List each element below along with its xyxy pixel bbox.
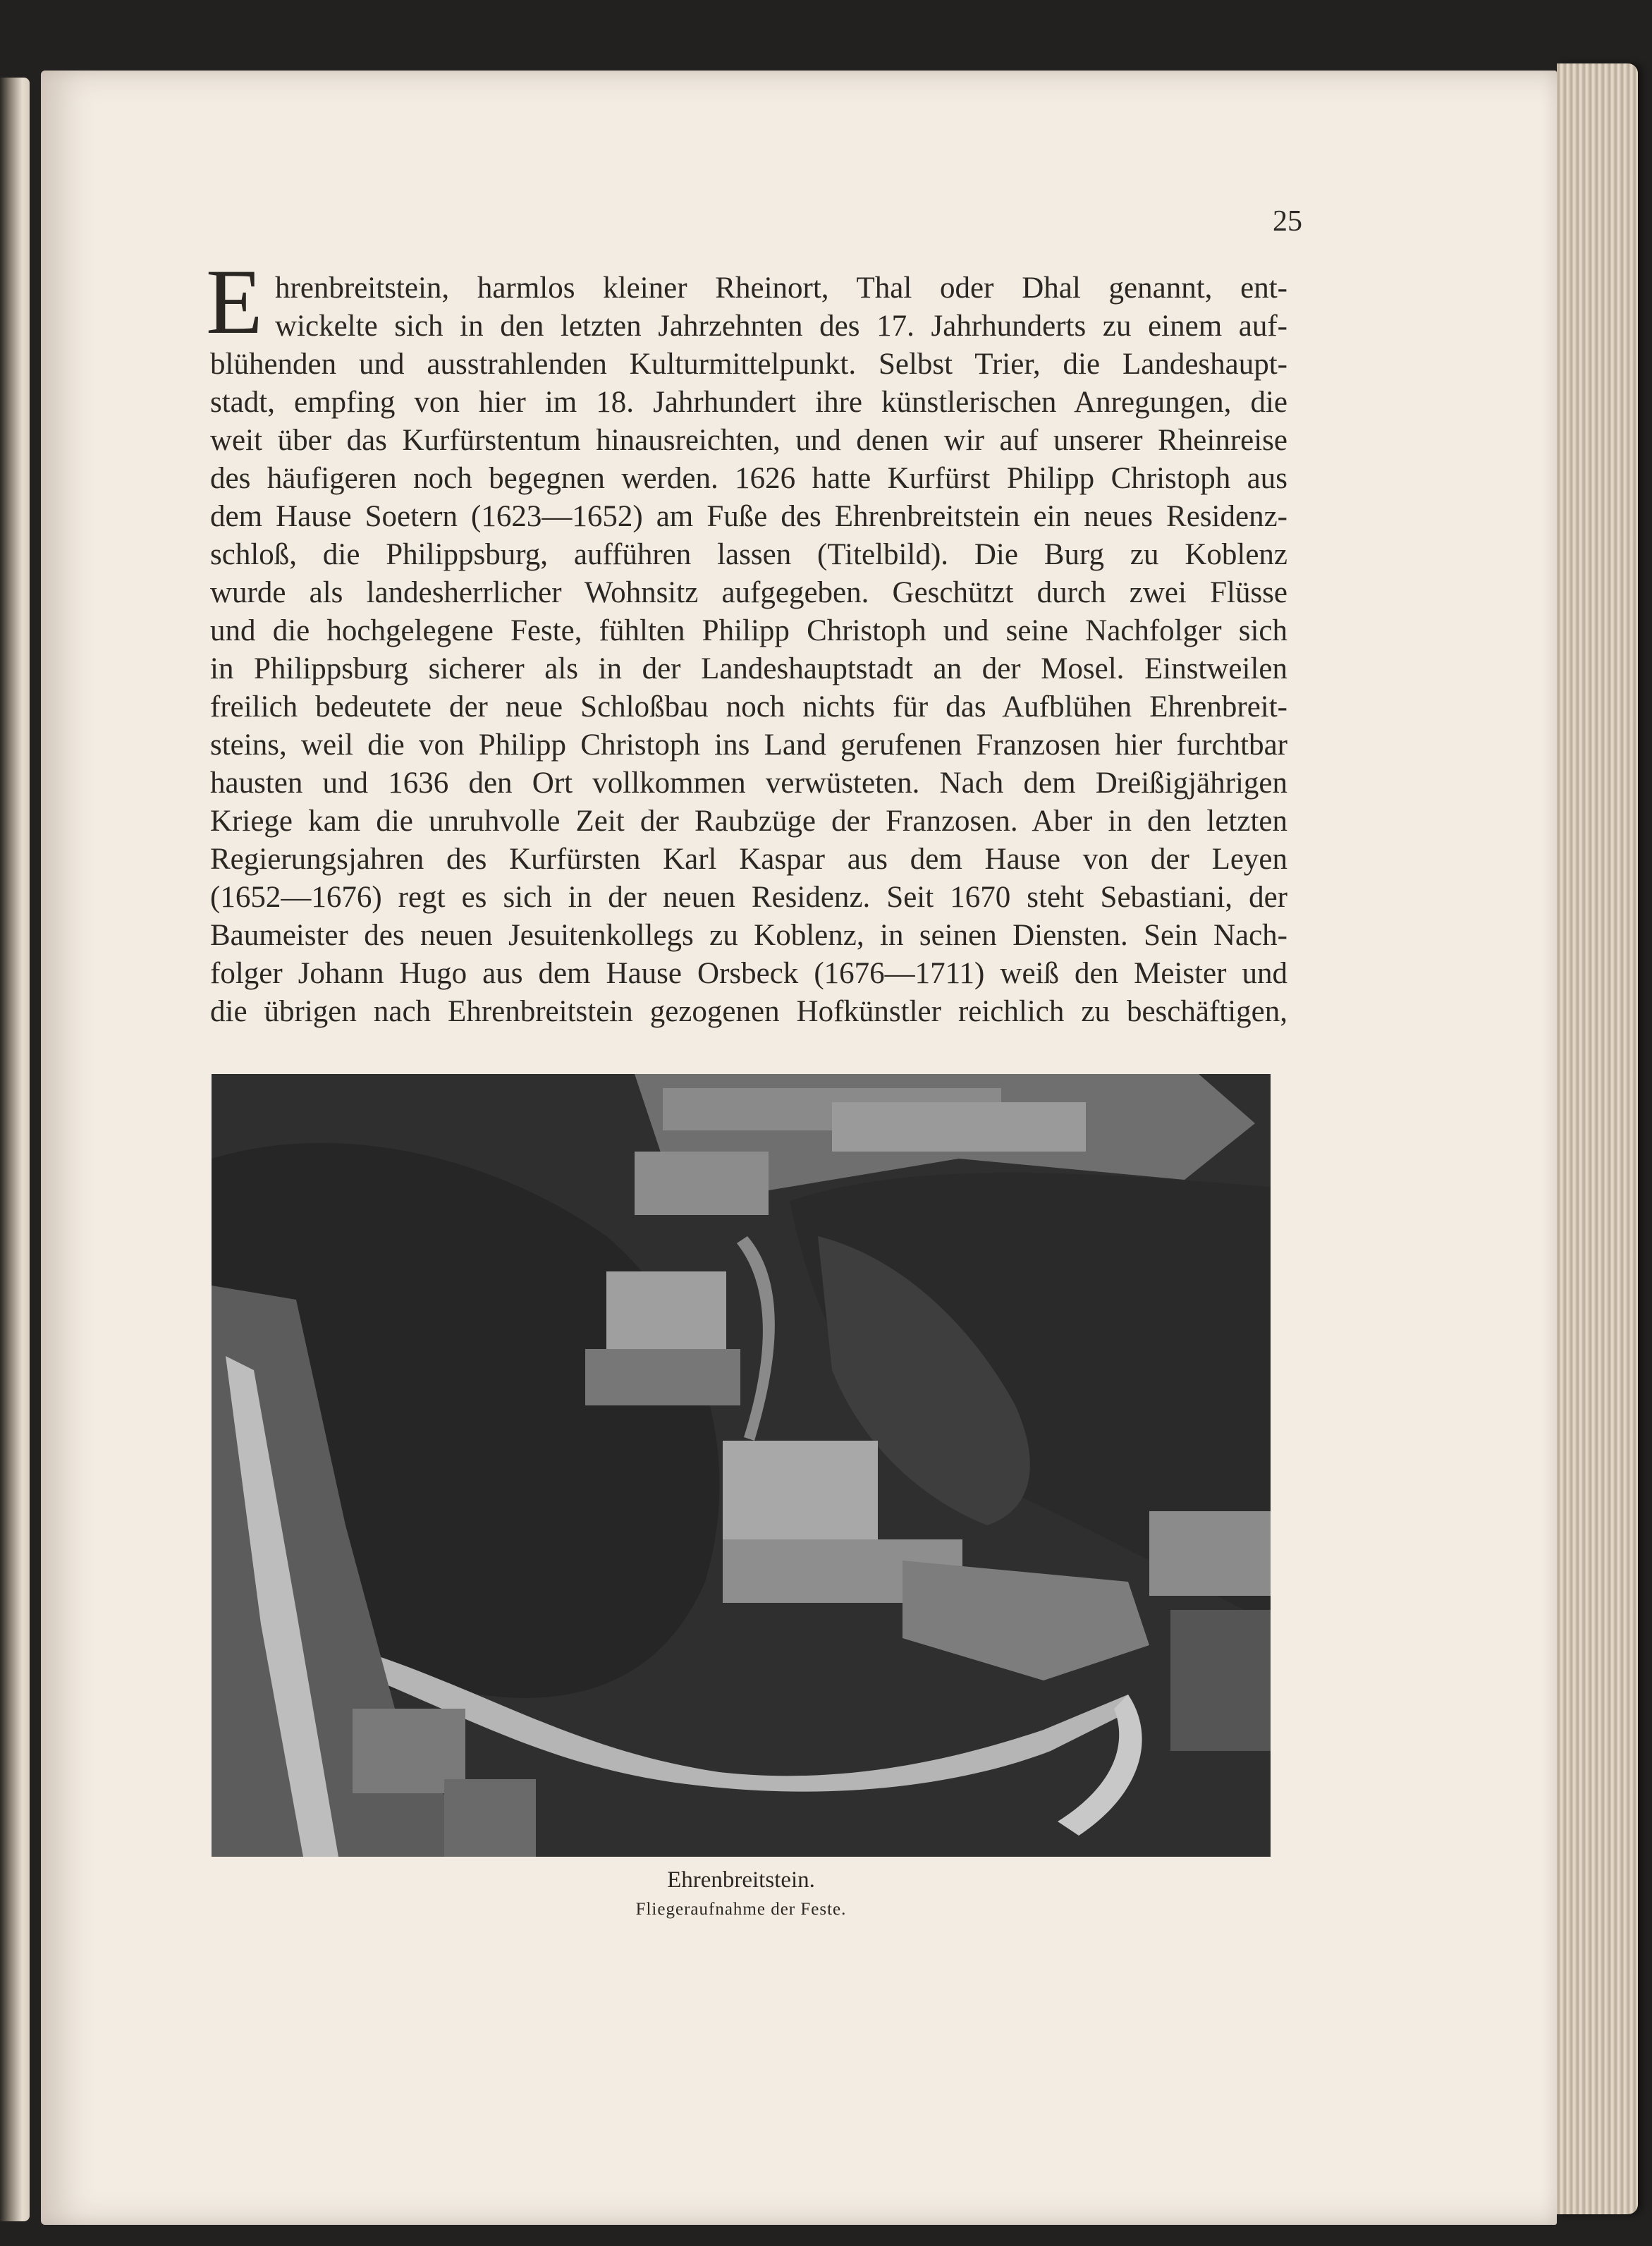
text-line: (1652—1676) regt es sich in der neuen Residenz. Seit 1670 steht Sebastiani, der: [210, 881, 1287, 914]
text-line: die übrigen nach Ehrenbreitstein gezogenen Hofkünstler reichlich zu beschäftigen,: [210, 995, 1287, 1028]
text-line: dem Hause Soetern (1623—1652) am Fuße des Ehrenbreitstein ein neues Residenz-: [210, 500, 1287, 533]
text-line: Kriege kam die unruhvolle Zeit der Raubzüge der Franzosen. Aber in den letzten: [210, 805, 1287, 838]
left-page-edge: [0, 78, 30, 2221]
page-stack-edge: [1557, 63, 1638, 2214]
text-line: in Philippsburg sicherer als in der Landeshauptstadt an der Mosel. Einstweilen: [210, 652, 1287, 685]
text-line: des häufigeren noch begegnen werden. 1626 hatte Kurfürst Philipp Christoph aus: [210, 462, 1287, 495]
fortress-illustration: [212, 1074, 1271, 1857]
text-line: wickelte sich in den letzten Jahrzehnten des 17. Jahrhunderts zu einem auf-: [275, 310, 1287, 343]
aerial-photograph: [212, 1074, 1271, 1857]
text-line: schloß, die Philippsburg, aufführen lassen (Titelbild). Die Burg zu Koblenz: [210, 538, 1287, 571]
text-line: wurde als landesherrlicher Wohnsitz aufgegeben. Geschützt durch zwei Flüsse: [210, 576, 1287, 609]
caption-title: Ehrenbreitstein.: [667, 1867, 815, 1893]
drop-cap-initial: E: [206, 250, 263, 353]
caption-subtitle: Fliegeraufnahme der Feste.: [635, 1900, 847, 1919]
text-line: weit über das Kurfürstentum hinausreichten, und denen wir auf unserer Rheinreise: [210, 424, 1287, 457]
page-number: 25: [1273, 205, 1302, 238]
text-line: und die hochgelegene Feste, fühlten Philipp Christoph und seine Nachfolger sich: [210, 614, 1287, 647]
text-line: stadt, empfing von hier im 18. Jahrhundert ihre künstlerischen Anregungen, die: [210, 386, 1287, 419]
text-line: folger Johann Hugo aus dem Hause Orsbeck (1676—1711) weiß den Meister und: [210, 957, 1287, 990]
text-line: freilich bedeutete der neue Schloßbau noch nichts für das Aufblühen Ehrenbreit-: [210, 690, 1287, 724]
text-line: hrenbreitstein, harmlos kleiner Rheinort, Thal oder Dhal genannt, ent-: [275, 271, 1287, 305]
text-line: Regierungsjahren des Kurfürsten Karl Kaspar aus dem Hause von der Leyen: [210, 843, 1287, 876]
text-line: Baumeister des neuen Jesuitenkollegs zu Koblenz, in seinen Diensten. Sein Nach-: [210, 919, 1287, 952]
text-line: hausten und 1636 den Ort vollkommen verwüsteten. Nach dem Dreißigjährigen: [210, 767, 1287, 800]
text-line: blühenden und ausstrahlenden Kulturmittelpunkt. Selbst Trier, die Landeshaupt-: [210, 348, 1287, 381]
text-line: steins, weil die von Philipp Christoph ins Land gerufenen Franzosen hier furchtbar: [210, 728, 1287, 762]
